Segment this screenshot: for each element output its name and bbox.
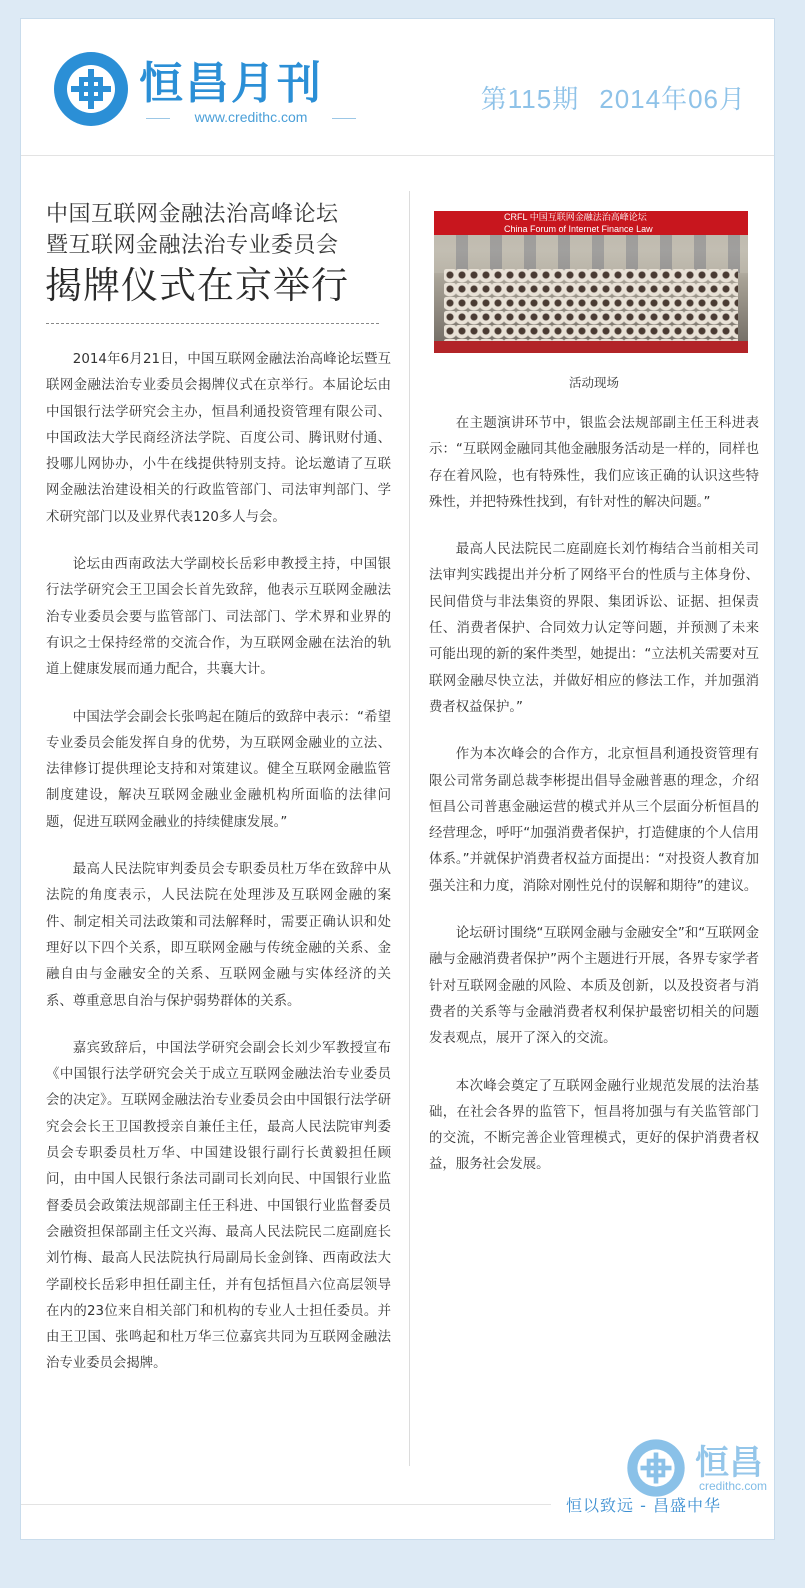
article-left-column <box>46 199 391 1378</box>
footer-divider <box>21 1504 551 1505</box>
photo-crowd <box>444 269 738 343</box>
event-photo <box>434 211 748 353</box>
paragraph: 中国法学会副会长张鸣起在随后的致辞中表示：“希望专业委员会能发挥自身的优势，为互联网金融业的立法、法律修订提供理论支持和对策建议。健全互联网金融监管制度建设，解决互联网金融业金融机构所面临的法律问题，促进互联网金融业的持续健康发展。” <box>46 709 391 830</box>
watermark-url: credithc.com <box>699 1479 768 1493</box>
paragraph: 论坛由西南政法大学副校长岳彩申教授主持，中国银行法学研究会王卫国会长首先致辞，他表示互联网金融法治专业委员会要与监管部门、司法部门、学术界和业界的有识之士保持经常的交流合作，为互联网金融在法治的轨道上健康发展而通力配合，共襄大计。 <box>46 557 391 678</box>
issue-date: 2014年06月 <box>599 84 746 114</box>
article-right-column <box>429 211 759 1179</box>
brand-url[interactable]: www.credithc.com <box>146 109 356 125</box>
credithc-logo-icon <box>51 49 131 129</box>
issue-info <box>481 79 746 116</box>
photo-banner-cn: 中国互联网金融法治高峰论坛 <box>529 212 647 222</box>
magazine-page <box>20 18 775 1540</box>
photo-banner-en: CRFL <box>504 212 528 222</box>
paragraph: 最高人民法院审判委员会专职委员杜万华在致辞中从法院的角度表示，人民法院在处理涉及互联网金融的案件、制定相关司法政策和司法解释时，需要正确认识和处理好以下四个关系，即互联网金融与传统金融的关系、金融自由与金融安全的关系、互联网金融与实体经济的关系、尊重意思自治与保护弱势群体的关系。 <box>46 862 391 1009</box>
paragraph: 嘉宾致辞后，中国法学研究会副会长刘少军教授宣布《中国银行法学研究会关于成立互联网金融法治专业委员会的决定》。互联网金融法治专业委员会由中国银行法学研究会会长王卫国教授亲自兼任主任，最高人民法院审判委员会专职委员杜万华、中国建设银行副行长黄毅担任顾问，由中国人民银行条法司副司长刘向民、中国银行业监督委员会政策法规部副主任王科进、中国银行业监督委员会融资担保部副主任文兴海、最高人民法院民二庭副庭长刘竹梅、最高人民法院执行局副局长金剑锋、西南政法大学副校长岳彩申担任副主任，并有包括恒昌六位高层领导在内的23位来自相关部门和机构的专业人士担任委员。并由王卫国、张鸣起和杜万华三位嘉宾共同为互联网金融法治专业委员会揭牌。 <box>46 1040 391 1372</box>
photo-building <box>434 235 748 273</box>
watermark-logo-icon <box>625 1437 687 1499</box>
headline-line-1: 中国互联网金融法治高峰论坛 <box>46 202 339 227</box>
paragraph: 最高人民法院民二庭副庭长刘竹梅结合当前相关司法审判实践提出并分析了网络平台的性质与主体身份、民间借贷与非法集资的界限、集团诉讼、证据、担保责任、消费者保护、合同效力认定等问题，并预测了未来可能出现的新的案件类型，她提出：“立法机关需要对互联网金融尽快立法，并做好相应的修法工作，并加强消费者权益保护。” <box>429 542 759 715</box>
paragraph: 论坛研讨围绕“互联网金融与金融安全”和“互联网金融与金融消费者保护”两个主题进行开展，各界专家学者针对互联网金融的风险、本质及创新，以及投资者与消费者的关系等与金融消费者权利保护最密切相关的问题发表观点，展开了深入的交流。 <box>429 926 759 1047</box>
photo-banner-sub: China Forum of Internet Finance Law <box>504 224 653 234</box>
column-divider <box>409 191 410 1466</box>
brand-title: 恒昌月刊 <box>139 58 323 109</box>
photo-carpet <box>434 341 748 353</box>
photo-banner <box>434 211 748 235</box>
photo-caption: 活动现场 <box>568 375 619 390</box>
issue-number: 第115期 <box>480 84 580 114</box>
paragraph: 本次峰会奠定了互联网金融行业规范发展的法治基础，在社会各界的监管下，恒昌将加强与有关监管部门的交流，不断完善企业管理模式，更好的保护消费者权益，服务社会发展。 <box>429 1078 759 1173</box>
footer-slogan: 恒以致远 - 昌盛中华 <box>566 1496 721 1515</box>
headline-divider <box>46 323 379 324</box>
headline-main: 揭牌仪式在京举行 <box>45 264 349 307</box>
paragraph: 作为本次峰会的合作方，北京恒昌利通投资管理有限公司常务副总裁李彬提出倡导金融普惠的理念，介绍恒昌公司普惠金融运营的模式并从三个层面分析恒昌的经营理念，呼吁“加强消费者保护，打造健康的个人信用体系。”并就保护消费者权益方面提出：“对投资人教育加强关注和力度，消除对刚性兑付的误解和期待”的建议。 <box>429 747 759 894</box>
header-divider <box>21 155 774 156</box>
watermark-text: 恒昌 <box>695 1443 763 1483</box>
paragraph: 2014年6月21日，中国互联网金融法治高峰论坛暨互联网金融法治专业委员会揭牌仪式在京举行。本届论坛由中国银行法学研究会主办，恒昌利通投资管理有限公司、中国政法大学民商经济法学院、百度公司、腾讯财付通、投哪儿网协办，小牛在线提供特别支持。论坛邀请了互联网金融法治建设相关的行政监管部门、司法审判部门、学术研究部门以及业界代表120多人与会。 <box>46 352 391 525</box>
paragraph: 在主题演讲环节中，银监会法规部副主任王科进表示：“互联网金融同其他金融服务活动是一样的，同样也存在着风险，也有特殊性，我们应该正确的认识这些特殊性，并把特殊性找到，有针对性的解决问题。” <box>429 416 759 510</box>
headline-line-2: 暨互联网金融法治专业委员会 <box>46 233 339 258</box>
